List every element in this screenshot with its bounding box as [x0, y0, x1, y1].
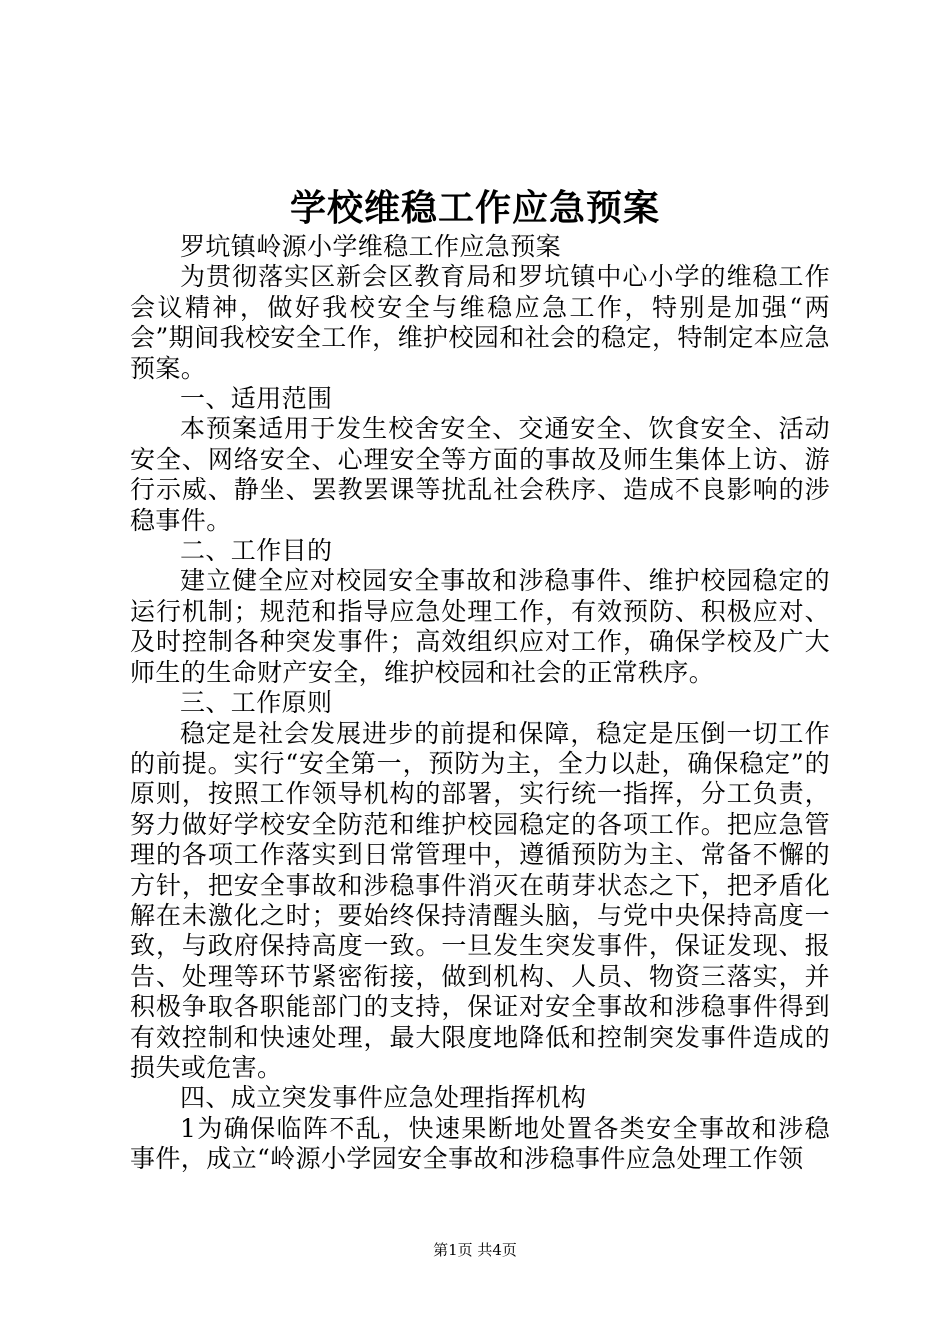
- paragraph-intro: 为贯彻落实区新会区教育局和罗坑镇中心小学的维稳工作会议精神，做好我校安全与维稳应急工作，特别是加强“两会”期间我校安全工作，维护校园和社会的稳定，特制定本应急预案。: [130, 262, 830, 383]
- document-body: [130, 232, 830, 1175]
- paragraph-purpose: 建立健全应对校园安全事故和涉稳事件、维护校园稳定的运行机制；规范和指导应急处理工作，有效预防、积极应对、及时控制各种突发事件；高效组织应对工作，确保学校及广大师生的生命财产安全，维护校园和社会的正常秩序。: [130, 566, 830, 687]
- section-heading-scope: 一、适用范围: [180, 384, 333, 414]
- section-heading-principles: 三、工作原则: [180, 688, 333, 718]
- paragraph-principles: 稳定是社会发展进步的前提和保障，稳定是压倒一切工作的前提。实行“安全第一，预防为主，全力以赴，确保稳定”的原则，按照工作领导机构的部署，实行统一指挥，分工负责，努力做好学校安全防范和维护校园稳定的各项工作。把应急管理的各项工作落实到日常管理中，遵循预防为主、常备不懈的方针，把安全事故和涉稳事件消灭在萌芽状态之下，把矛盾化解在未激化之时；要始终保持清醒头脑，与党中央保持高度一致，与政府保持高度一致。一旦发生突发事件，保证发现、报告、处理等环节紧密衔接，做到机构、人员、物资三落实，并积极争取各职能部门的支持，保证对安全事故和涉稳事件得到有效控制和快速处理，最大限度地降低和控制突发事件造成的损失或危害。: [130, 718, 830, 1082]
- document-title: 学校维稳工作应急预案: [289, 187, 660, 229]
- section-heading-command: 四、成立突发事件应急处理指挥机构: [180, 1083, 587, 1113]
- paragraph-scope: 本预案适用于发生校舍安全、交通安全、饮食安全、活动安全、网络安全、心理安全等方面的事故及师生集体上访、游行示威、静坐、罢教罢课等扰乱社会秩序、造成不良影响的涉稳事件。: [130, 414, 830, 535]
- document-subtitle: 罗坑镇岭源小学维稳工作应急预案: [180, 232, 562, 261]
- section-heading-purpose: 二、工作目的: [180, 536, 333, 566]
- page-number-footer: 第1页 共4页: [433, 1241, 517, 1259]
- paragraph-command: 1为确保临阵不乱，快速果断地处置各类安全事故和涉稳事件，成立“岭源小学园安全事故和涉稳事件应急处理工作领: [130, 1113, 830, 1174]
